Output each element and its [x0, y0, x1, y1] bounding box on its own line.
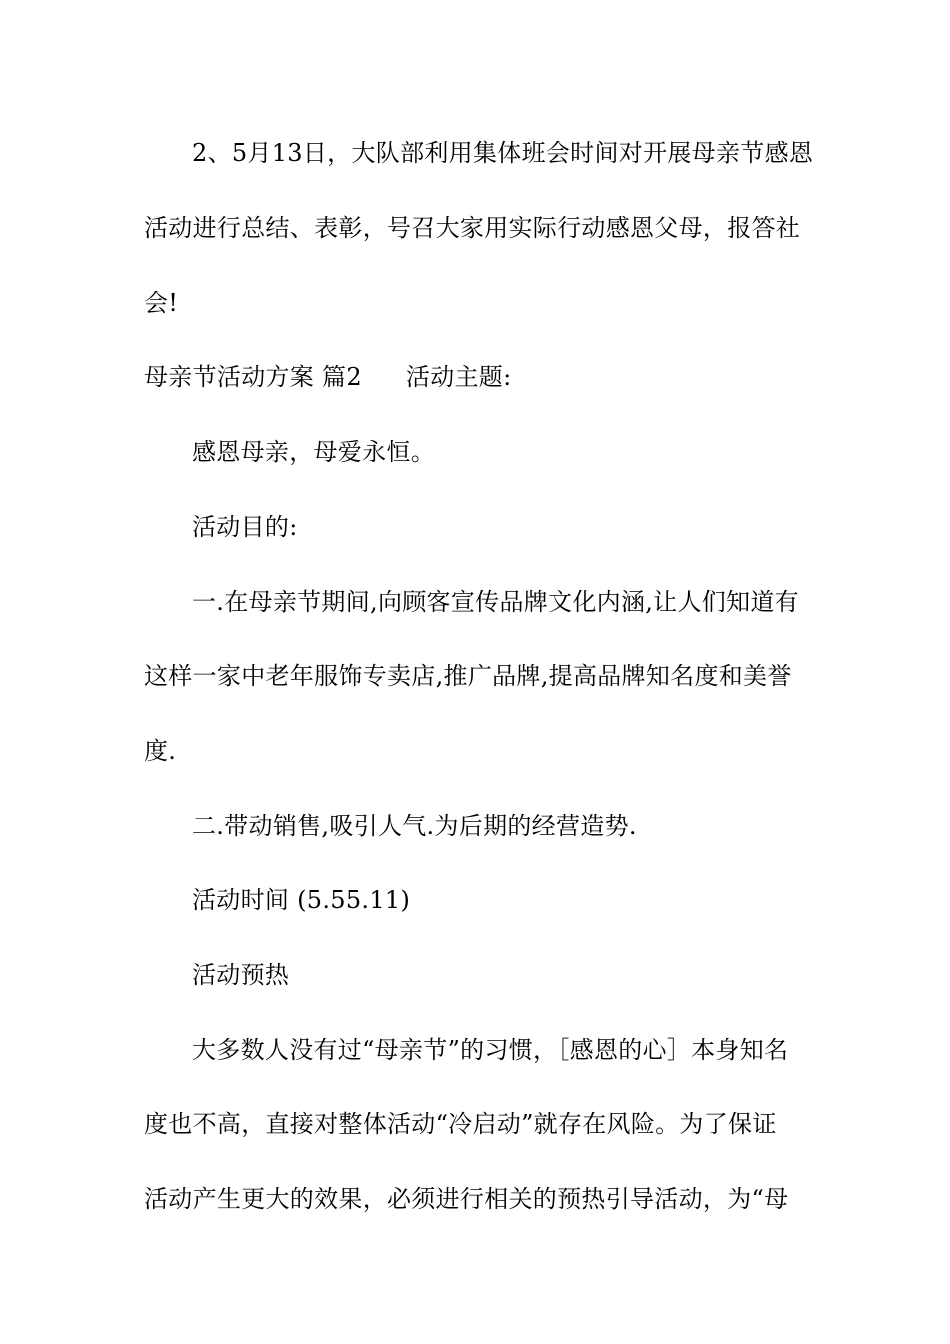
- paragraph-line: 一.在母亲节期间,向顾客宣传品牌文化内涵,让人们知道有: [192, 588, 799, 616]
- paragraph-line: 度也不高，直接对整体活动“冷启动”就存在风险。为了保证: [144, 1110, 777, 1138]
- paragraph-line: 活动时间 (5.55.11): [192, 886, 411, 914]
- paragraph-line: 这样一家中老年服饰专卖店,推广品牌,提高品牌知名度和美誉: [144, 662, 792, 690]
- paragraph-line: 活动目的:: [192, 513, 298, 541]
- paragraph-line: 活动产生更大的效果，必须进行相关的预热引导活动，为“母: [144, 1185, 789, 1213]
- paragraph-line: 2、5月13日，大队部利用集体班会时间对开展母亲节感恩: [192, 139, 814, 167]
- paragraph-line: 度.: [144, 737, 177, 765]
- paragraph-line: 活动进行总结、表彰，号召大家用实际行动感恩父母，报答社: [144, 214, 801, 242]
- paragraph-line: 大多数人没有过“母亲节”的习惯，［感恩的心］本身知名: [192, 1036, 789, 1064]
- section-heading-line: [144, 361, 512, 393]
- paragraph-line: 二.带动销售,吸引人气.为后期的经营造势.: [192, 812, 637, 840]
- paragraph-line: 会!: [144, 289, 179, 317]
- activity-theme-label: 活动主题:: [405, 363, 512, 391]
- section-title: 母亲节活动方案 篇2: [144, 363, 362, 391]
- paragraph-line: 活动预热: [192, 961, 290, 989]
- paragraph-line: 感恩母亲，母爱永恒。: [192, 438, 435, 466]
